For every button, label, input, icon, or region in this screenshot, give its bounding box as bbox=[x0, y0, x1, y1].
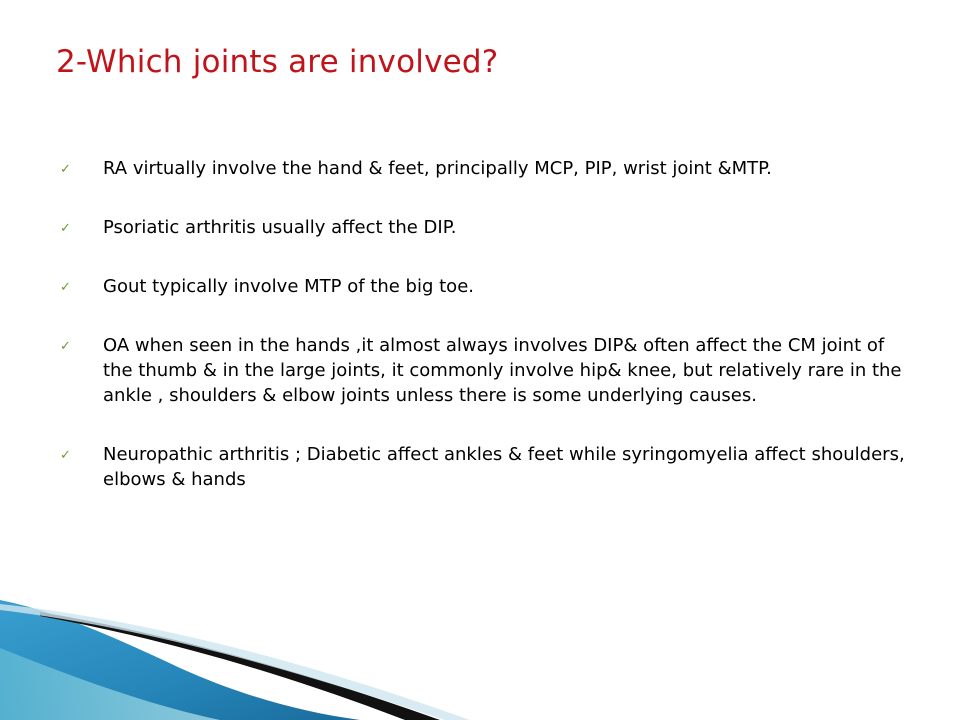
bullet-text: Neuropathic arthritis ; Diabetic affect ankles & feet while syringomyelia affect shoulders, elbows & hands bbox=[103, 444, 905, 490]
bullet-text: RA virtually involve the hand & feet, principally MCP, PIP, wrist joint &MTP. bbox=[103, 158, 772, 179]
checkmark-icon: ✓ bbox=[60, 339, 71, 354]
checkmark-icon: ✓ bbox=[60, 280, 71, 295]
bullet-text: Gout typically involve MTP of the big toe. bbox=[103, 276, 474, 297]
bullet-text: Psoriatic arthritis usually affect the DIP. bbox=[103, 217, 457, 238]
checkmark-icon: ✓ bbox=[60, 162, 71, 177]
bullet-text: OA when seen in the hands ,it almost always involves DIP& often affect the CM joint of the thumb & in the large joints, it commonly involve hip& knee, but relatively rare in the ankle , shoulders & elbow joints unless there is some underlying causes. bbox=[103, 335, 902, 406]
checkmark-icon: ✓ bbox=[60, 448, 71, 463]
slide-title: 2-Which joints are involved? bbox=[56, 44, 499, 80]
checkmark-icon: ✓ bbox=[60, 221, 71, 236]
